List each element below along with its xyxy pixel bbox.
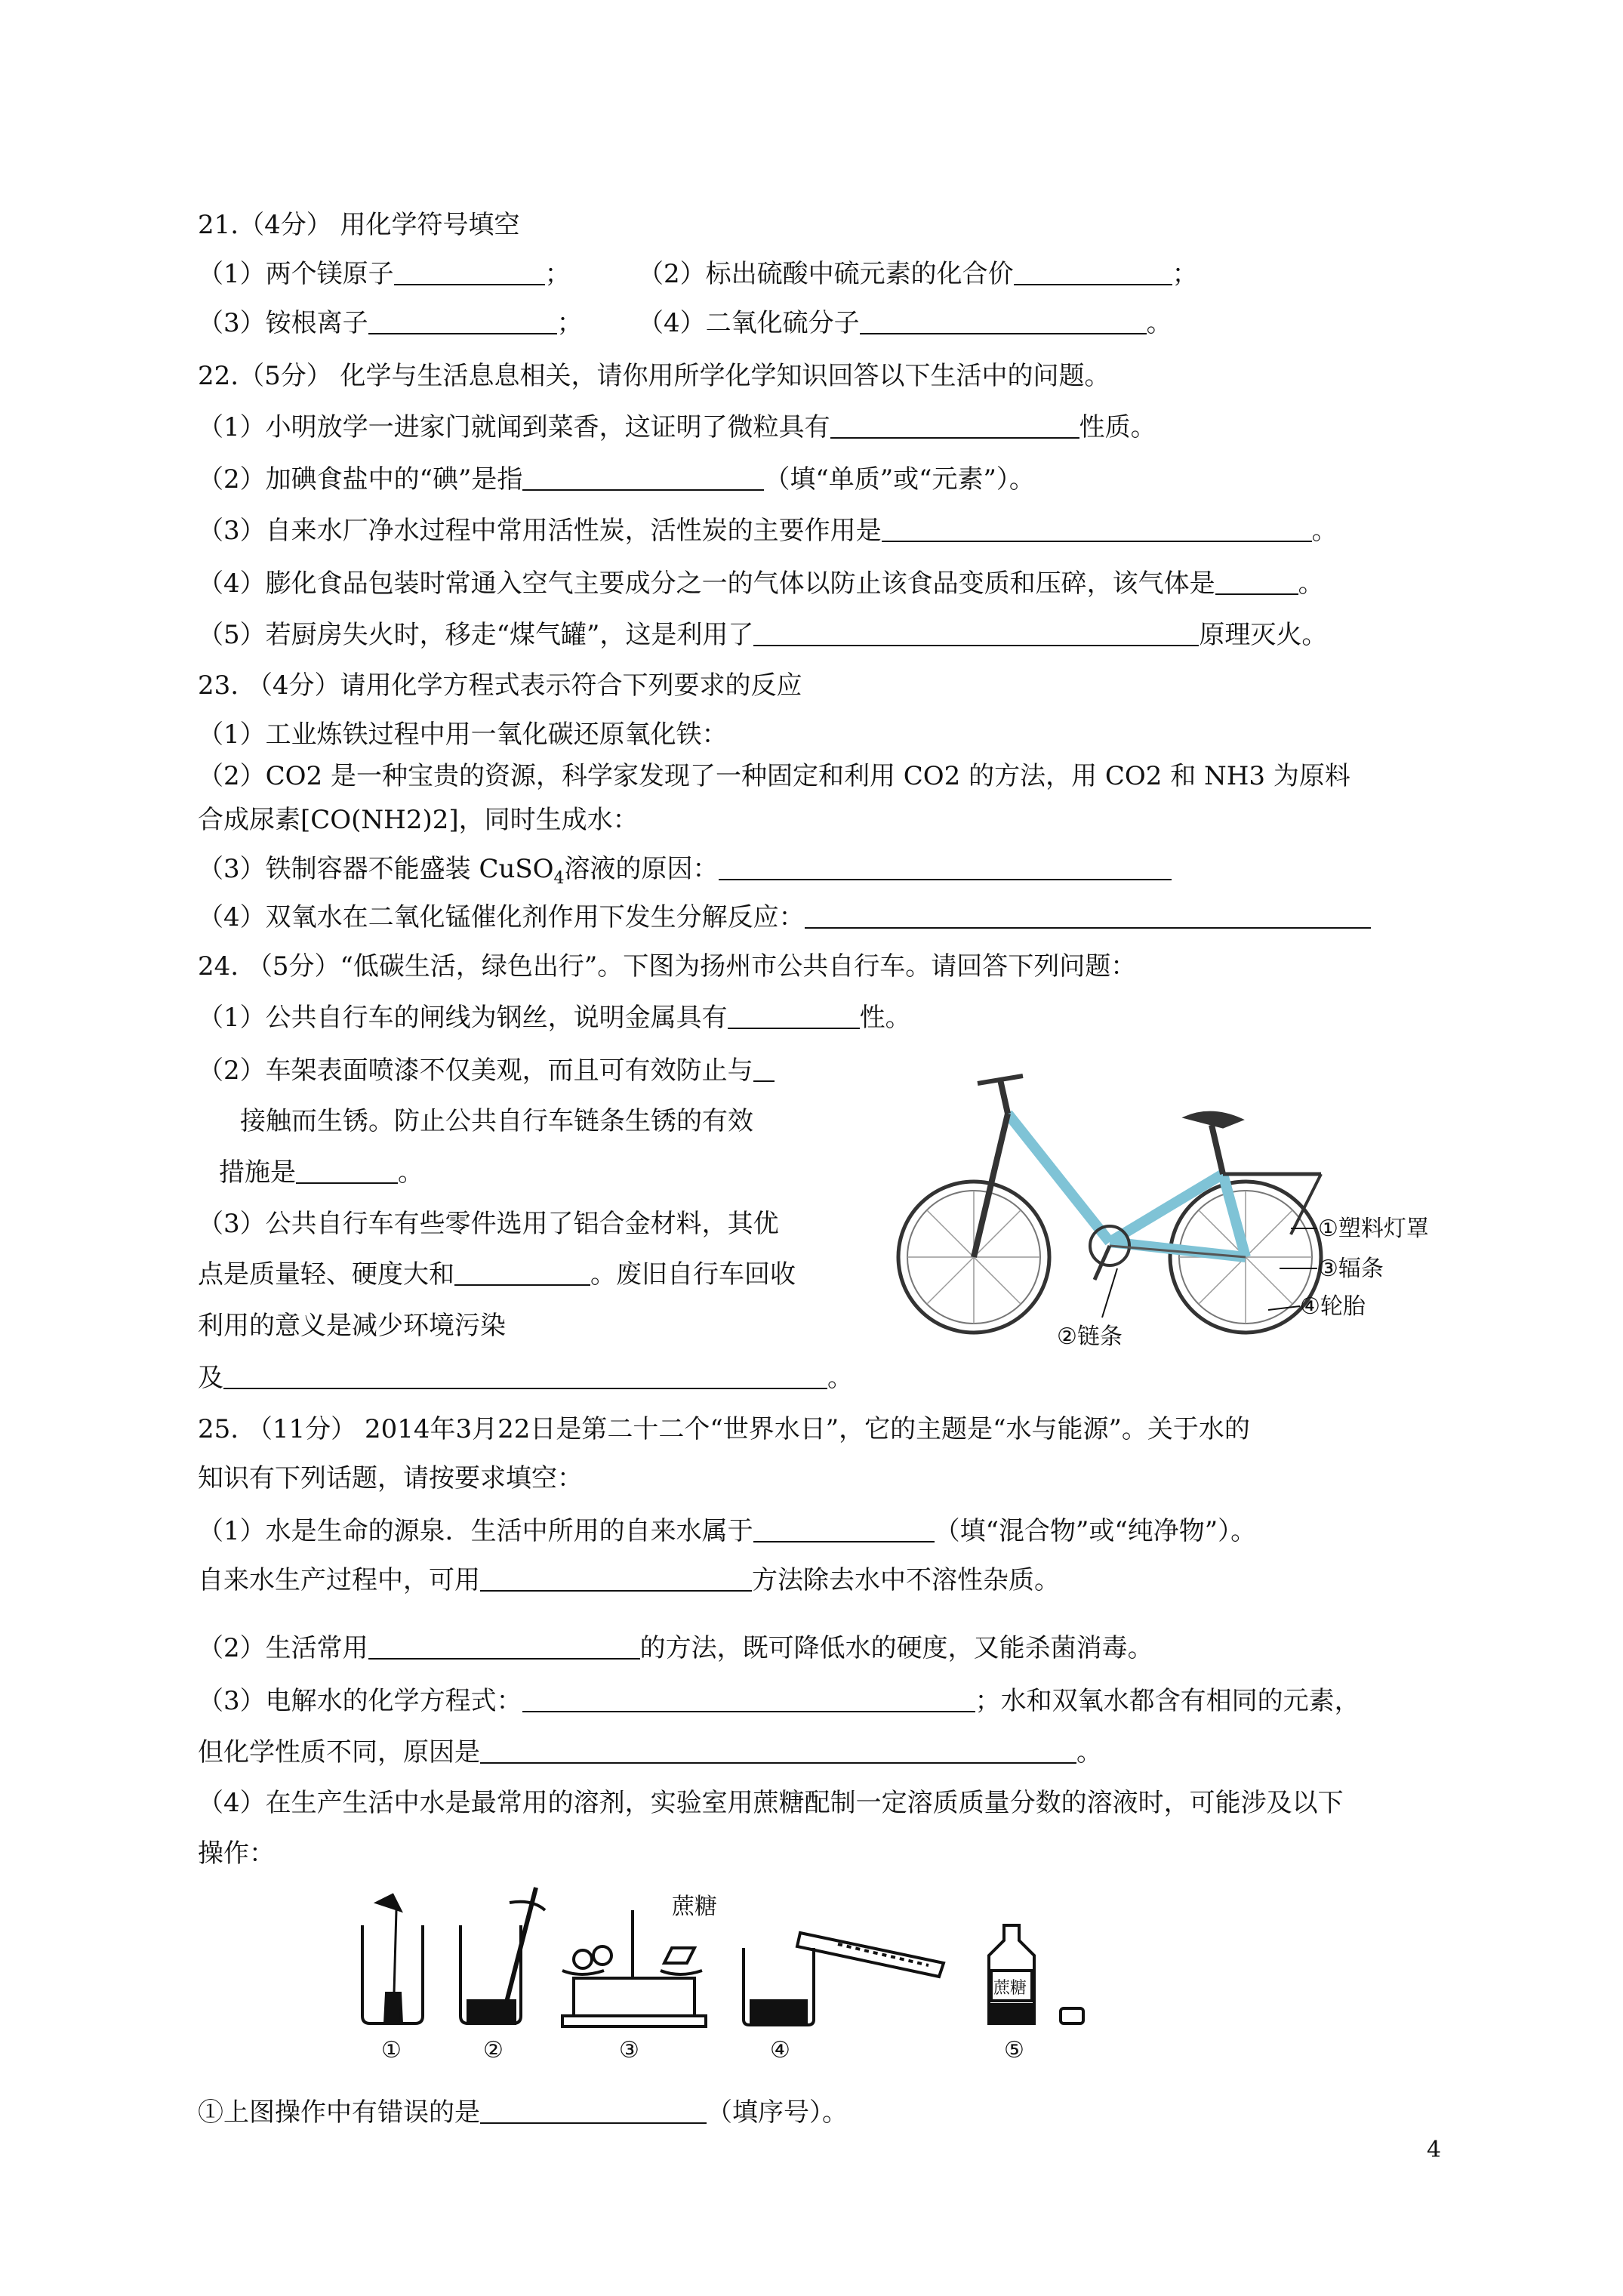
q22-s4 — [198, 566, 1324, 601]
q24-s3d-end: 。 — [827, 1363, 853, 1393]
balance-icon — [562, 1910, 706, 2026]
q25-s3a-text: （3）电解水的化学方程式： — [198, 1686, 522, 1716]
q25-s4b — [198, 1836, 275, 1871]
beaker-pouring-icon — [362, 1895, 423, 2023]
q25-s1a-end: （填“混合物”或“纯净物”）。 — [934, 1516, 1257, 1546]
q22-s5 — [198, 618, 1327, 652]
q25-s2-end: 的方法，既可降低水的硬度，又能杀菌消毒。 — [639, 1633, 1153, 1663]
q23-s3-text: （3）铁制容器不能盛装 CuSO — [198, 854, 554, 884]
q21-blank-2[interactable] — [1014, 258, 1172, 285]
q25-title-a-text: 25. （11分） 2014年3月22日是第二十二个“世界水日”，它的主题是“水与能源”。关于水的 — [198, 1414, 1250, 1444]
q22-blank-1[interactable] — [830, 411, 1079, 439]
bicycle-figure — [868, 1053, 1429, 1355]
q23-s2a-text: （2）CO2 是一种宝贵的资源，科学家发现了一种固定和利用 CO2 的方法，用 CO2 和 NH3 为原料 — [198, 761, 1350, 791]
q22-blank-2[interactable] — [522, 464, 764, 491]
q25-blank-6[interactable] — [480, 2097, 707, 2124]
q25-s4b-text: 操作： — [198, 1838, 275, 1869]
q21-p1a: （1）两个镁原子 — [198, 259, 394, 289]
q24-s3b-text: 点是质量轻、硬度大和 — [198, 1259, 454, 1290]
q23-title — [198, 668, 802, 703]
q25-s3b-end: 。 — [1076, 1737, 1102, 1767]
q25-blank-3[interactable] — [368, 1632, 640, 1660]
q22-blank-3[interactable] — [882, 515, 1312, 542]
page-number: 4 — [1427, 2137, 1442, 2163]
lab-operations-figure — [347, 1880, 1117, 2069]
q23-s3-end: 溶液的原因： — [564, 854, 719, 884]
q21-p2a-end: ； — [556, 308, 583, 338]
q25-blank-4[interactable] — [522, 1685, 975, 1712]
q21-p2b-end: 。 — [1146, 308, 1172, 338]
label-spokes: ③辐条 — [1318, 1256, 1384, 1282]
q24-blank-1[interactable] — [728, 1002, 860, 1029]
q25-s1b — [198, 1563, 1060, 1598]
q23-s2b — [198, 803, 639, 837]
q25-s3a — [198, 1684, 1360, 1718]
q25-q1-end: （填序号）。 — [707, 2097, 848, 2128]
beaker-stirring-icon — [460, 1888, 545, 2023]
q23-s1 — [198, 717, 728, 752]
q23-s2a — [198, 759, 1350, 794]
q24-s2a — [198, 1053, 775, 1088]
q23-blank-4[interactable] — [805, 901, 1371, 929]
step-num-3: ③ — [619, 2037, 639, 2063]
q21-blank-4[interactable] — [860, 307, 1147, 334]
q24-s1-end: 性。 — [859, 1003, 911, 1033]
q25-s1a-text: （1）水是生命的源泉．生活中所用的自来水属于 — [198, 1516, 753, 1546]
q25-s2 — [198, 1631, 1153, 1666]
q22-s1-text: （1）小明放学一进家门就闻到菜香，这证明了微粒具有 — [198, 412, 830, 442]
q23-s1-text: （1）工业炼铁过程中用一氧化碳还原氧化铁： — [198, 720, 728, 750]
q23-s2b-text: 合成尿素[CO(NH2)2]，同时生成水： — [198, 805, 639, 835]
q21-p1b-end: ； — [1172, 259, 1198, 289]
q24-s2b-text: 接触而生锈。防止公共自行车链条生锈的有效 — [240, 1106, 753, 1136]
q25-q1 — [198, 2095, 848, 2130]
q24-s2c-text: 措施是 — [219, 1157, 296, 1188]
q21-row1 — [198, 257, 571, 291]
q22-s2 — [198, 462, 1035, 497]
q25-blank-5[interactable] — [480, 1737, 1076, 1764]
q24-s3a-text: （3）公共自行车有些零件选用了铝合金材料，其优 — [198, 1209, 779, 1239]
q24-blank-4[interactable] — [454, 1259, 590, 1286]
q22-s5-text: （5）若厨房失火时，移走“煤气罐”，这是利用了 — [198, 620, 754, 650]
reagent-bottle-icon — [989, 1925, 1083, 2023]
q25-blank-1[interactable] — [753, 1515, 935, 1542]
q22-title — [198, 359, 1110, 393]
q22-s4-text: （4）膨化食品包装时常通入空气主要成分之一的气体以防止该食品变质和压碎，该气体是 — [198, 569, 1215, 599]
q24-s2c-end: 。 — [398, 1157, 423, 1188]
q24-blank-2[interactable] — [753, 1055, 775, 1082]
q22-s2-end: （填“单质”或“元素”）。 — [764, 464, 1035, 495]
q25-title-b-text: 知识有下列话题，请按要求填空： — [198, 1463, 583, 1493]
q21-row1b — [638, 257, 1198, 291]
q22-s1 — [198, 410, 1156, 445]
q23-title-text: 23. （4分）请用化学方程式表示符合下列要求的反应 — [198, 670, 802, 701]
q25-s3a-end: ；水和双氧水都含有相同的元素， — [975, 1686, 1360, 1716]
q23-s4-text: （4）双氧水在二氧化锰催化剂作用下发生分解反应： — [198, 902, 805, 932]
q24-s2c — [219, 1155, 423, 1190]
q24-blank-3[interactable] — [296, 1157, 398, 1184]
q23-s3-sub: 4 — [553, 868, 565, 888]
q21-title-text: 21.（4分） 用化学符号填空 — [198, 210, 520, 240]
q21-row2b — [638, 306, 1172, 341]
q24-s3a — [198, 1207, 779, 1241]
q24-blank-5[interactable] — [223, 1362, 827, 1389]
q21-p2b: （4）二氧化硫分子 — [638, 308, 860, 338]
q23-blank-3[interactable] — [719, 853, 1172, 880]
q22-s3-end: 。 — [1311, 516, 1338, 546]
q23-s4 — [198, 900, 1371, 935]
q21-title — [198, 208, 520, 242]
q21-blank-3[interactable] — [368, 307, 557, 334]
q24-s2b — [240, 1104, 753, 1139]
q22-s3 — [198, 513, 1338, 548]
q25-blank-2[interactable] — [480, 1564, 752, 1592]
q21-blank-1[interactable] — [394, 258, 545, 285]
q24-title — [198, 949, 1136, 984]
q22-s3-text: （3）自来水厂净水过程中常用活性炭，活性炭的主要作用是 — [198, 516, 882, 546]
q25-q1-text: ①上图操作中有错误的是 — [198, 2097, 480, 2128]
q25-s3b-text: 但化学性质不同，原因是 — [198, 1737, 480, 1767]
q22-s5-end: 原理灭火。 — [1199, 620, 1328, 650]
q24-s3c-text: 利用的意义是减少环境污染 — [198, 1311, 506, 1341]
q21-p1a-end: ； — [544, 259, 571, 289]
q22-s4-end: 。 — [1298, 569, 1324, 599]
q22-blank-4[interactable] — [1215, 568, 1298, 595]
label-sugar: 蔗糖 — [672, 1894, 717, 1920]
q24-s1-text: （1）公共自行车的闸线为钢丝，说明金属具有 — [198, 1003, 728, 1033]
step-num-4: ④ — [770, 2037, 790, 2063]
q25-s2-text: （2）生活常用 — [198, 1633, 368, 1663]
q22-s1-end: 性质。 — [1079, 412, 1156, 442]
q21-p1b: （2）标出硫酸中硫元素的化合价 — [638, 259, 1014, 289]
q25-s1a — [198, 1514, 1256, 1549]
q24-s3b — [198, 1257, 796, 1292]
label-tire: ④轮胎 — [1300, 1293, 1366, 1320]
q22-title-text: 22.（5分） 化学与生活息息相关，请你用所学化学知识回答以下生活中的问题。 — [198, 361, 1110, 391]
q25-s4a — [198, 1786, 1344, 1820]
step-num-1: ① — [381, 2037, 402, 2063]
cylinder-pouring-icon — [744, 1933, 944, 2025]
q25-s1b-text: 自来水生产过程中，可用 — [198, 1565, 480, 1595]
q24-title-text: 24. （5分）“低碳生活，绿色出行”。下图为扬州市公共自行车。请回答下列问题： — [198, 951, 1137, 982]
q25-s4a-text: （4）在生产生活中水是最常用的溶剂，实验室用蔗糖配制一定溶质质量分数的溶液时，可能涉及以下 — [198, 1788, 1344, 1818]
q24-s3b-end: 。废旧自行车回收 — [590, 1259, 796, 1290]
q25-s3b — [198, 1735, 1102, 1770]
q22-blank-5[interactable] — [753, 619, 1199, 646]
q24-s3d-text: 及 — [198, 1363, 223, 1393]
q21-p2a: （3）铵根离子 — [198, 308, 368, 338]
q22-s2-text: （2）加碘食盐中的“碘”是指 — [198, 464, 523, 495]
label-plastic-lampshade: ①塑料灯罩 — [1318, 1216, 1429, 1242]
q24-s2a-text: （2）车架表面喷漆不仅美观，而且可有效防止与 — [198, 1056, 753, 1086]
q24-s1 — [198, 1000, 911, 1035]
step-num-2: ② — [483, 2037, 504, 2063]
label-chain: ②链条 — [1057, 1324, 1123, 1350]
label-bottle: 蔗糖 — [993, 1979, 1027, 1998]
q23-s3 — [198, 852, 1172, 886]
q25-s1b-end: 方法除去水中不溶性杂质。 — [752, 1565, 1060, 1595]
q24-s3c — [198, 1308, 506, 1343]
q25-title-b — [198, 1461, 583, 1496]
q21-row2 — [198, 306, 583, 341]
q24-s3d — [198, 1361, 853, 1395]
step-num-5: ⑤ — [1004, 2037, 1024, 2063]
q25-title-a — [198, 1412, 1250, 1447]
